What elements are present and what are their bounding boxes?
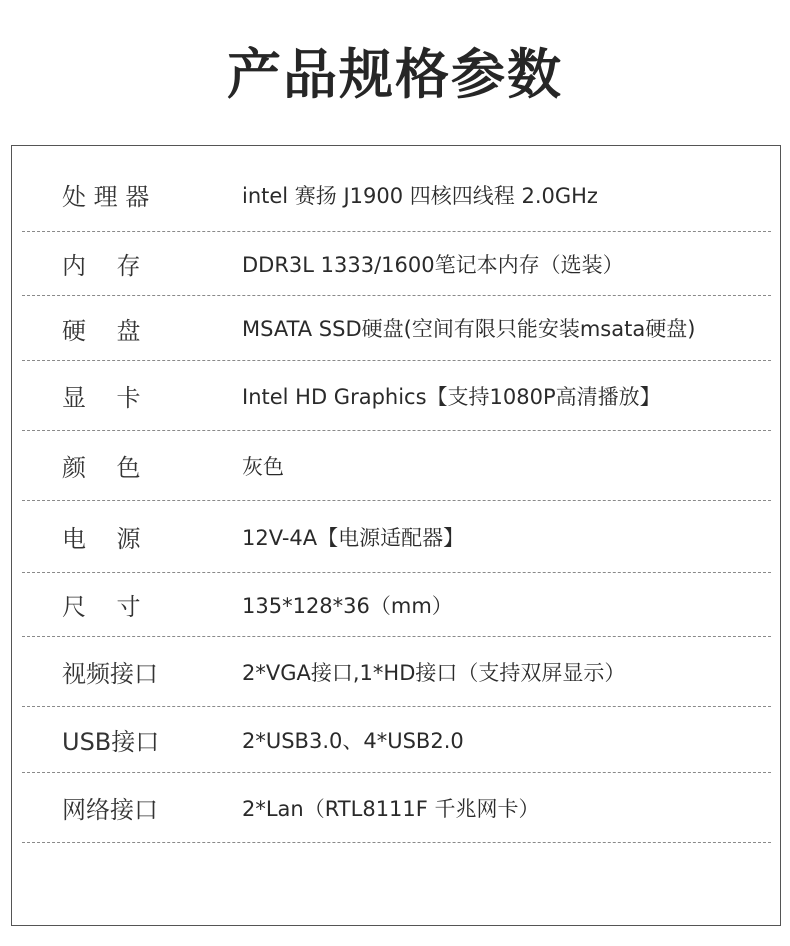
spec-row-cpu — [22, 158, 771, 232]
spec-row-power — [22, 501, 771, 573]
spec-label: 视频接口 — [62, 660, 158, 688]
spec-row-memory — [22, 232, 771, 296]
spec-value: 2*Lan（RTL8111F 千兆网卡） — [242, 796, 540, 821]
spec-value: DDR3L 1333/1600笔记本内存（选装） — [242, 252, 624, 277]
spec-label: 尺 寸 — [62, 593, 141, 621]
spec-value: 2*USB3.0、4*USB2.0 — [242, 728, 464, 753]
spec-label: 显 卡 — [62, 384, 141, 412]
spec-value: 灰色 — [242, 454, 284, 479]
spec-label: 颜 色 — [62, 454, 141, 482]
spec-value: Intel HD Graphics【支持1080P高清播放】 — [242, 384, 661, 409]
spec-label: 电 源 — [62, 525, 141, 553]
spec-value: 2*VGA接口,1*HD接口（支持双屏显示） — [242, 660, 626, 685]
spec-row-usb-ports — [22, 707, 771, 773]
spec-table — [11, 145, 781, 926]
spec-value: 12V-4A【电源适配器】 — [242, 525, 465, 550]
spec-row-storage — [22, 296, 771, 361]
spec-label: 内 存 — [62, 252, 141, 280]
spec-label: USB接口 — [62, 728, 160, 756]
spec-row-color — [22, 431, 771, 501]
spec-value: 135*128*36（mm） — [242, 593, 453, 618]
spec-row-graphics — [22, 361, 771, 431]
spec-row-network-ports — [22, 773, 771, 843]
spec-label: 网络接口 — [62, 796, 158, 824]
spec-label: 硬 盘 — [62, 316, 141, 345]
spec-value: intel 赛扬 J1900 四核四线程 2.0GHz — [242, 183, 598, 208]
spec-label: 处 理 器 — [62, 183, 150, 211]
page-title: 产品规格参数 — [227, 43, 563, 106]
spec-value: MSATA SSD硬盘(空间有限只能安装msata硬盘) — [242, 317, 696, 341]
spec-row-size — [22, 573, 771, 637]
spec-row-video-ports — [22, 637, 771, 707]
